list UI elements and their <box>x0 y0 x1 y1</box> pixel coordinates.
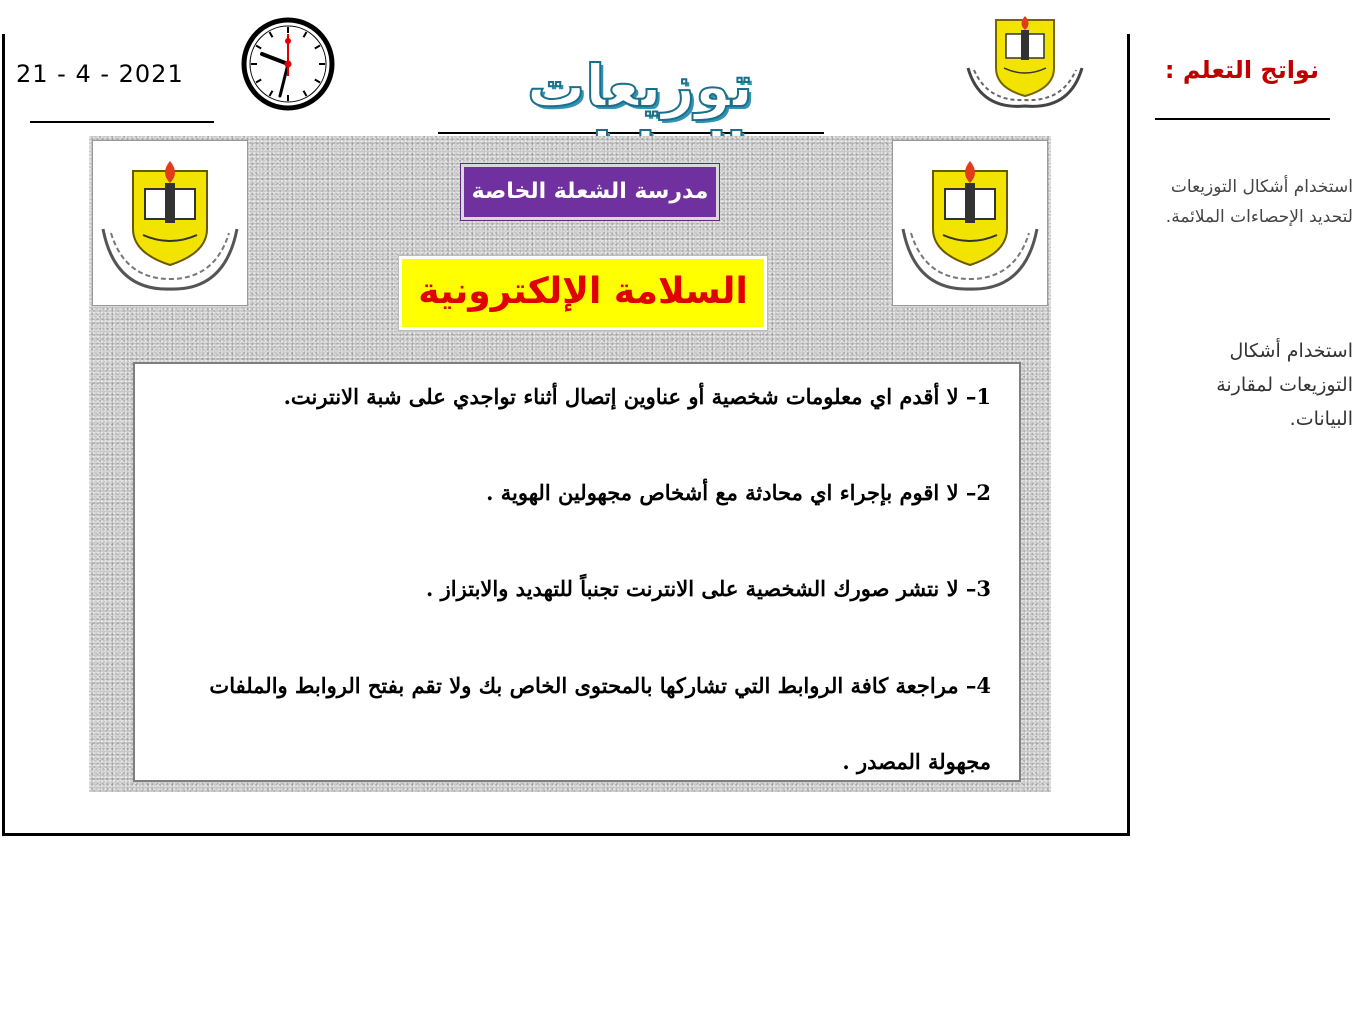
learning-outcomes-title: نواتج التعلم : <box>1164 56 1319 84</box>
safety-rule: 1– لا أقدم اي معلومات شخصية أو عناوين إتصال أثناء تواجدي على شبة الانترنت. <box>283 384 991 409</box>
school-name-label: مدرسة الشعلة الخاصة <box>461 164 719 220</box>
outcomes-underline <box>1155 118 1330 120</box>
safety-rule: 3– لا نتشر صورك الشخصية على الانترنت تجنباً للتهديد والابتزاز . <box>426 576 991 601</box>
page-title: توزيعات <box>526 52 754 120</box>
safety-rule: 2– لا اقوم بإجراء اي محادثة مع أشخاص مجهولين الهوية . <box>486 480 991 505</box>
frame-bottom-line <box>5 833 1129 836</box>
school-seal-logo-left <box>92 140 248 306</box>
school-seal-logo <box>960 10 1090 110</box>
date-underline <box>30 121 214 123</box>
learning-outcome-item: استخدام أشكال التوزيعات لتحديد الإحصاءات الملائمة. <box>1165 177 1353 227</box>
safety-rule: 4– مراجعة كافة الروابط التي تشاركها بالمحتوى الخاص بك ولا تقم بفتح الروابط والملفات مجهولة المصدر . <box>209 673 991 774</box>
school-seal-logo-right <box>892 140 1048 306</box>
topic-title: السلامة الإلكترونية <box>399 256 767 330</box>
learning-outcome-item: استخدام أشكال التوزيعات لمقارنة البيانات. <box>1216 340 1353 430</box>
frame-right-line <box>1127 34 1130 836</box>
frame-left-line <box>2 34 5 836</box>
clock-icon <box>240 16 336 112</box>
content-panel <box>89 136 1051 792</box>
lesson-date: 21 - 4 - 2021 <box>16 60 184 88</box>
safety-rules-box <box>133 362 1021 782</box>
